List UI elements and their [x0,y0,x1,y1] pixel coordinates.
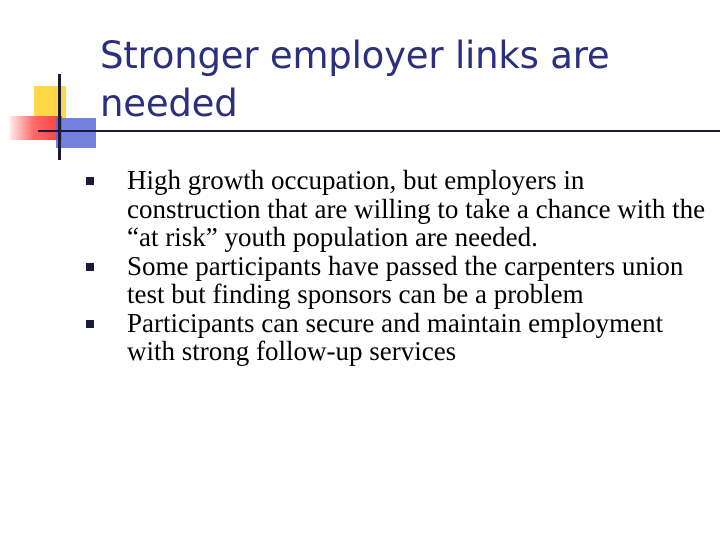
bullet-item [86,166,706,252]
bullet-text: Participants can secure and maintain employment with strong follow-up services [127,307,664,366]
ornament-yellow-square [34,86,66,118]
square-bullet-icon [86,177,94,185]
title-underline-rule [38,130,720,132]
bullet-list [86,166,706,366]
ornament-red-bar [10,116,62,140]
square-bullet-icon [86,320,94,328]
slide-title: Stronger employer links are needed [100,34,610,125]
ornament-blue-square [56,118,96,148]
bullet-text: High growth occupation, but employers in construction that are willing to take a chance with the “at risk” youth population are needed. [127,165,706,252]
bullet-item [86,309,706,366]
square-bullet-icon [86,263,94,271]
bullet-text: Some participants have passed the carpenters union test but finding sponsors can be a problem [127,250,684,309]
bullet-item [86,252,706,309]
ornament-vertical-rule [58,74,61,160]
